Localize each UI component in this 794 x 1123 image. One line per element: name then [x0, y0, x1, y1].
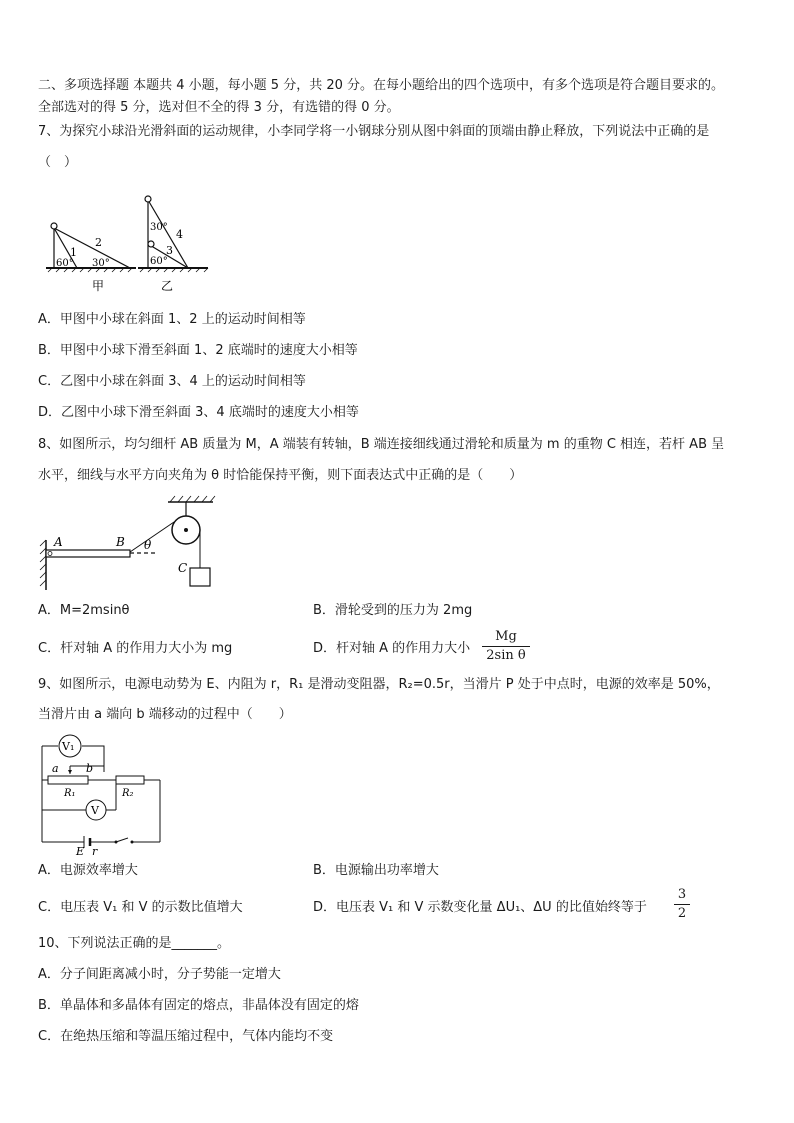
q7-option-c: C．乙图中小球在斜面 3、4 上的运动时间相等	[38, 374, 306, 389]
angle-30-yi: 30°	[150, 222, 168, 233]
q7-stem-line-2: （ ）	[38, 155, 78, 170]
figure-jia	[46, 223, 136, 293]
q8-stem-line-2: 水平，细线与水平方向夹角为 θ 时恰能保持平衡，则下面表达式中正确的是（ ）	[38, 468, 523, 483]
angle-60-yi: 60°	[150, 256, 168, 267]
fraction-denominator: 2	[677, 906, 687, 921]
fraction-denominator: 2sin θ	[486, 648, 526, 663]
q7-stem-line-1: 7、为探究小球沿光滑斜面的运动规律，小李同学将一小钢球分别从图中斜面的顶端由静止释放，下列说法中正确的是	[38, 124, 710, 139]
q9-option-d: D．电压表 V₁ 和 V 示数变化量 ΔU₁、ΔU 的比值始终等于	[313, 900, 647, 915]
meter-v-label: V	[91, 804, 99, 817]
q8-stem-line-1: 8、如图所示，均匀细杆 AB 质量为 M，A 端装有转轴，B 端连接细线通过滑轮和质量为 m 的重物 C 相连，若杆 AB 呈	[38, 437, 725, 452]
label-3: 3	[166, 244, 173, 257]
figure-yi	[138, 196, 208, 293]
q10-stem: 10、下列说法正确的是_______。	[38, 936, 231, 951]
q9-stem-line-2: 当滑片由 a 端向 b 端移动的过程中（ ）	[38, 707, 292, 722]
section-heading-line-1: 二、多项选择题 本题共 4 小题，每小题 5 分，共 20 分。在每小题给出的四个选项中，有多个选项是符合题目要求的。	[38, 78, 725, 93]
q8-option-b: B．滑轮受到的压力为 2mg	[313, 603, 473, 618]
q10-option-c: C．在绝热压缩和等温压缩过程中，气体内能均不变	[38, 1029, 334, 1044]
label-b: b	[86, 762, 94, 775]
angle-60-jia: 60°	[56, 258, 74, 269]
q10-option-b: B．单晶体和多晶体有固定的熔点，非晶体没有固定的熔	[38, 998, 359, 1013]
label-1: 1	[70, 246, 77, 259]
label-r: r	[92, 845, 98, 856]
section-heading-line-2: 全部选对的得 5 分，选对但不全的得 3 分，有选错的得 0 分。	[38, 100, 400, 115]
q9-stem-line-1: 9、如图所示，电源电动势为 E、内阻为 r，R₁ 是滑动变阻器，R₂=0.5r，当滑片 P 处于中点时，电源的效率是 50%，	[38, 677, 720, 692]
fraction-numerator: Mg	[495, 629, 517, 644]
q9-option-c: C．电压表 V₁ 和 V 的示数比值增大	[38, 900, 243, 915]
label-theta: θ	[144, 538, 152, 552]
q9-option-b: B．电源输出功率增大	[313, 863, 439, 878]
label-c: C	[178, 561, 188, 575]
q7-option-b: B．甲图中小球下滑至斜面 1、2 底端时的速度大小相等	[38, 343, 358, 358]
q8-option-c: C．杆对轴 A 的作用力大小为 mg	[38, 641, 233, 656]
label-r1: R₁	[64, 788, 76, 799]
label-a: a	[52, 762, 59, 775]
q7-incline-figure	[40, 188, 220, 298]
fraction-numerator: 3	[677, 887, 687, 902]
label-2: 2	[95, 236, 102, 249]
q8-rod-pulley-figure	[38, 494, 228, 594]
q9-circuit-figure	[36, 734, 166, 856]
label-a: A	[54, 535, 63, 549]
q7-option-d: D．乙图中小球下滑至斜面 3、4 底端时的速度大小相等	[38, 405, 359, 420]
q10-option-a: A．分子间距离减小时，分子势能一定增大	[38, 967, 281, 982]
meter-v1-label: V₁	[62, 740, 75, 753]
angle-30-jia: 30°	[92, 258, 110, 269]
label-b: B	[116, 535, 125, 549]
q7-option-a: A．甲图中小球在斜面 1、2 上的运动时间相等	[38, 312, 306, 327]
caption-jia: 甲	[92, 279, 105, 293]
q8-option-d-fraction	[482, 629, 530, 664]
q9-option-d-fraction	[674, 887, 690, 922]
caption-yi: 乙	[161, 279, 174, 293]
q8-option-d: D．杆对轴 A 的作用力大小	[313, 641, 471, 656]
label-r2: R₂	[122, 788, 134, 799]
label-4: 4	[176, 228, 183, 241]
q9-option-a: A．电源效率增大	[38, 863, 138, 878]
label-e: E	[76, 845, 85, 856]
q8-option-a: A．M=2msinθ	[38, 603, 130, 618]
